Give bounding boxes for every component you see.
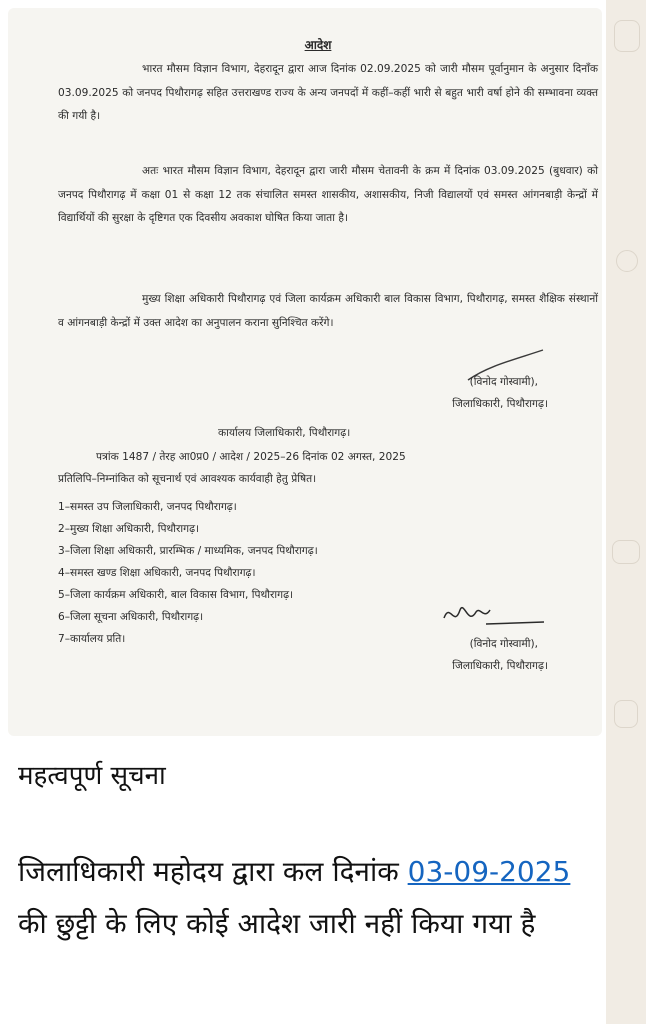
recipient-item: 7–कार्यालय प्रति। (58, 633, 126, 645)
signatory-name: (विनोद गोस्वामी), (469, 376, 538, 388)
message-body-prefix: जिलाधिकारी महोदय द्वारा कल दिनांक (18, 855, 399, 888)
signatory-name: (विनोद गोस्वामी), (469, 638, 538, 650)
wallpaper-doodle (616, 250, 638, 272)
recipient-item: 1–समस्त उप जिलाधिकारी, जनपद पिथौरागढ़। (58, 501, 237, 513)
signatory-title: जिलाधिकारी, पिथौरागढ़। (452, 398, 548, 410)
date-link[interactable]: 03-09-2025 (407, 855, 571, 888)
message-title: महत्वपूर्ण सूचना (18, 761, 166, 791)
message-body-suffix: की छुट्टी के लिए कोई आदेश जारी नहीं किया गया है (18, 907, 536, 940)
recipient-item: 2–मुख्य शिक्षा अधिकारी, पिथौरागढ़। (58, 523, 200, 535)
order-paragraph-3: मुख्य शिक्षा अधिकारी पिथौरागढ़ एवं जिला कार्यक्रम अधिकारी बाल विकास विभाग, पिथौरागढ़, समस्त शैक्षिक संस्थानों व आंगनबाड़ी केन्द्रों में उक्त आदेश का अनुपालन कराना सुनिश्चित करेंगे। (58, 293, 598, 329)
recipient-item: 4–समस्त खण्ड शिक्षा अधिकारी, जनपद पिथौरागढ़। (58, 567, 256, 579)
recipient-item: 5–जिला कार्यक्रम अधिकारी, बाल विकास विभाग, पिथौरागढ़। (58, 589, 294, 601)
signature-mark (438, 598, 548, 634)
wallpaper-doodle (614, 700, 638, 728)
order-paragraph-1: भारत मौसम विज्ञान विभाग, देहरादून द्वारा आज दिनांक 02.09.2025 को जारी मौसम पूर्वानुमान के अनुसार दिनाँक 03.09.2025 को जनपद पिथौरागढ़ सहित उत्तराखण्ड राज्य के अन्य जनपदों में कहीं–कहीं भारी से बहुत भारी वर्षा होने की सम्भावना व्यक्त की गयी है। (58, 63, 598, 122)
document-heading: आदेश (304, 38, 332, 52)
wallpaper-doodle (614, 20, 640, 52)
copy-to-line: प्रतिलिपि–निम्नांकित को सूचनार्थ एवं आवश्यक कार्यवाही हेतु प्रेषित। (58, 473, 317, 485)
attached-document-image[interactable] (8, 8, 602, 736)
message-body (18, 846, 588, 950)
recipient-item: 3–जिला शिक्षा अधिकारी, प्रारम्भिक / माध्यमिक, जनपद पिथौरागढ़। (58, 545, 318, 557)
signatory-title: जिलाधिकारी, पिथौरागढ़। (452, 660, 548, 672)
reference-line: पत्रांक 1487 / तेरह आ0प्र0 / आदेश / 2025–26 दिनांक 02 अगस्त, 2025 (96, 451, 406, 463)
office-line: कार्यालय जिलाधिकारी, पिथौरागढ़। (218, 427, 351, 439)
order-paragraph-2: अतः भारत मौसम विज्ञान विभाग, देहरादून द्वारा जारी मौसम चेतावनी के क्रम में दिनांक 03.09.2025 (बुधवार) को जनपद पिथौरागढ़ में कक्षा 01 से कक्षा 12 तक संचालित समस्त शासकीय, अशासकीय, निजी विद्यालयों एवं समस्त आंगनबाड़ी केन्द्रों में विद्यार्थियों की सुरक्षा के दृष्टिगत एक दिवसीय अवकाश घोषित किया जाता है। (58, 165, 598, 224)
recipient-item: 6–जिला सूचना अधिकारी, पिथौरागढ़। (58, 611, 204, 623)
wallpaper-doodle (612, 540, 640, 564)
